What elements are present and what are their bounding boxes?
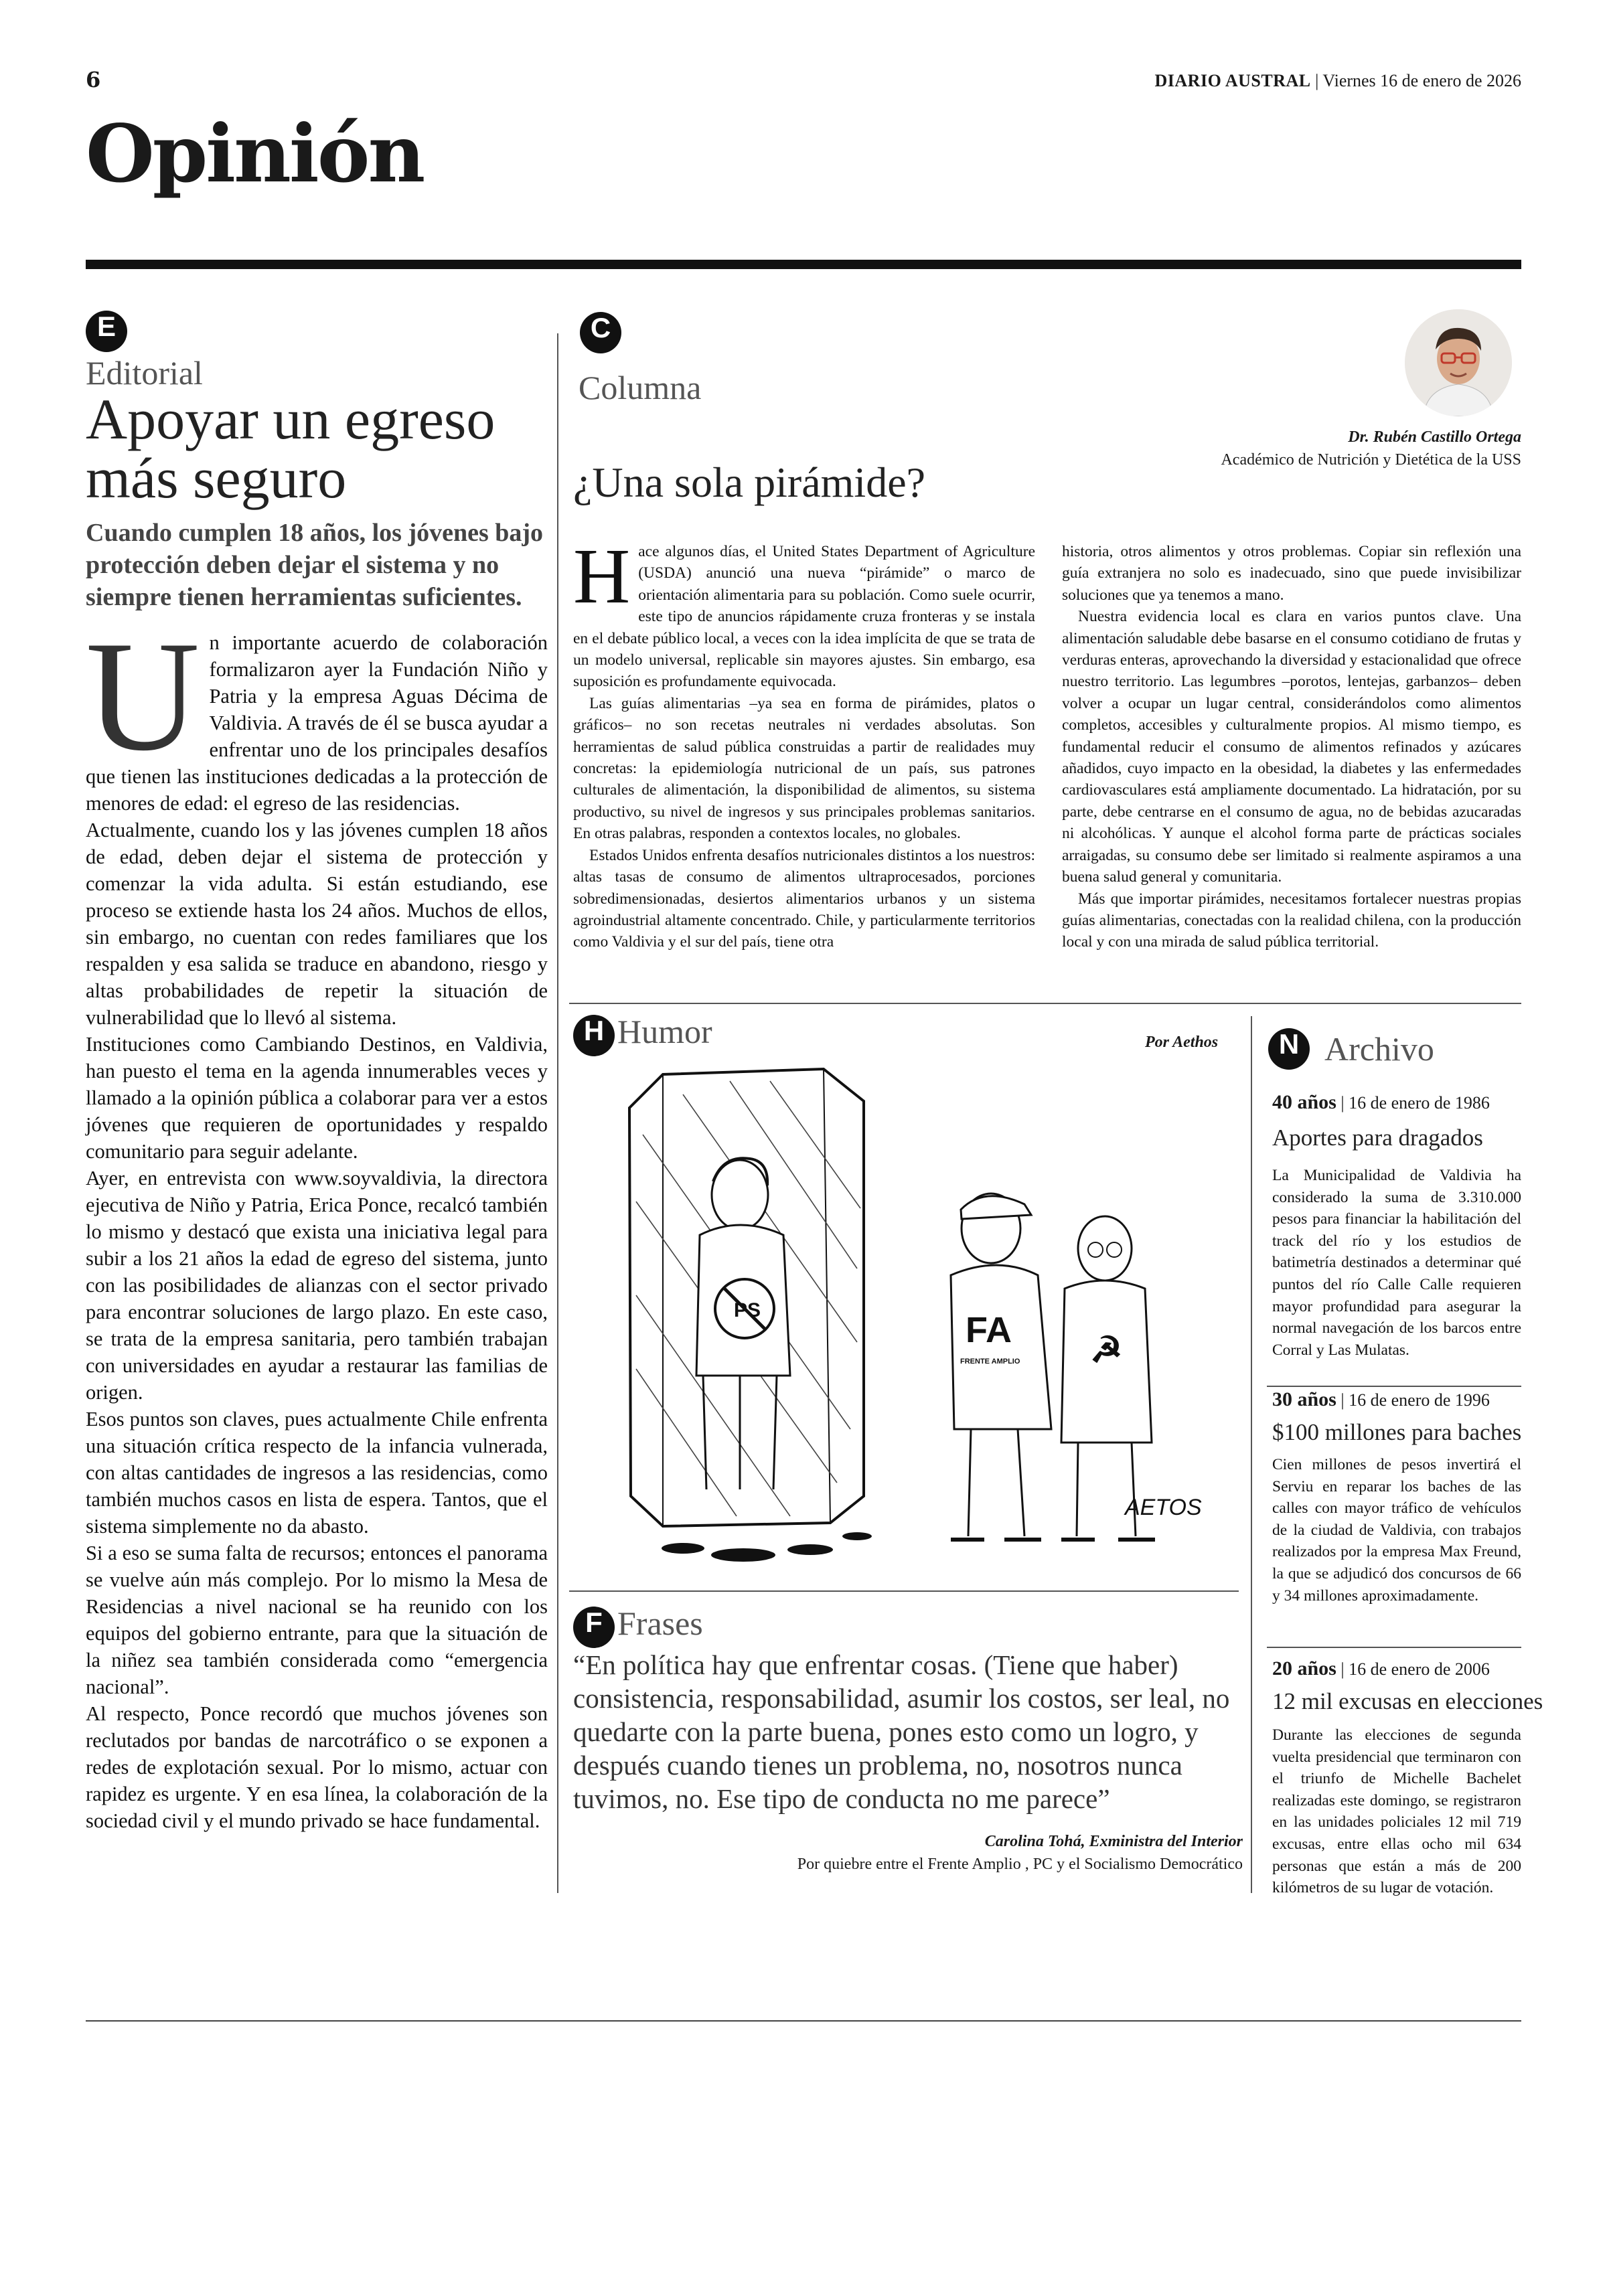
archive-years-ago: 30 años bbox=[1272, 1388, 1336, 1410]
headline-line: Apoyar un egreso bbox=[86, 387, 495, 451]
paragraph: Al respecto, Ponce recordó que muchos jóvenes son reclutados por bandas de narcotráfico o se exponen a redes de explotación sexual. Por lo mismo, actuar con rapidez es urgente. Y en esa línea, la colaboración de la sociedad civil y el mundo privado se hace fundamental. bbox=[86, 1702, 548, 1832]
editorial-body bbox=[86, 609, 548, 1834]
paragraph: Esos puntos son claves, pues actualmente Chile enfrenta una situación crítica respecto de la infancia vulnerada, con altas cantidades de ingresos a las residencias, como también muchos casos en lista de espera. Tantos, que el sistema simplemente no da abasto. bbox=[86, 1408, 548, 1538]
editorial-dropcap: U bbox=[86, 609, 200, 784]
page-number: 6 bbox=[86, 67, 101, 92]
archive-divider bbox=[1267, 1386, 1521, 1387]
paragraph: historia, otros alimentos y otros problemas. Copiar sin reflexión una guía extranjera no solo es inadecuado, sino que puede invisibilizar soluciones que ya tenemos a mano. bbox=[1062, 543, 1521, 604]
archive-title: Aportes para dragados bbox=[1272, 1125, 1483, 1151]
paragraph: Estados Unidos enfrenta desafíos nutricionales distintos a los nuestros: altas tasas de consumo de alimentos ultraprocesados, porciones sobredimensionadas, desiertos alimentarios urbanos y un sistema agroindustrial altamente concentrado. Chile, y particularmente territorios como Valdivia y el sur del país, tiene otra bbox=[573, 846, 1035, 951]
political-cartoon bbox=[569, 1054, 1239, 1590]
section-divider bbox=[569, 1003, 1521, 1004]
frases-badge: F bbox=[573, 1607, 615, 1648]
archive-year: 20 años | 16 de enero de 2006 bbox=[1272, 1657, 1490, 1679]
paragraph: Actualmente, cuando los y las jóvenes cumplen 18 años de edad, deben dejar el sistema de protección y comenzar la vida adulta. Si están estudiando, ese proceso se extiende hasta los 24 años. Muchos de ellos, sin embargo, no cuentan con redes familiares que los respalden y esa salida se traduce en abandono, riesgo y altas probabilidades de repetir la situación de vulnerabilidad que lo llevó al sistema. bbox=[86, 819, 548, 1029]
paragraph: Si a eso se suma falta de recursos; entonces el panorama se vuelve aún más complejo. Por lo mismo la Mesa de Residencias a nivel nacional se ha reunido con los equipos del gobierno entrante, para que la situación de la niñez sea también considerada como “emergencia nacional”. bbox=[86, 1542, 548, 1698]
column-badge: C bbox=[580, 312, 621, 353]
archive-body: Durante las elecciones de segunda vuelta presidencial que terminaron con el triunfo de Michelle Bachelet realizadas este domingo, se registraron en las unidades policiales 12 mil 719 excusas, entre ellas ocho mil 634 personas que están a más de 200 kilómetros de su lugar de votación. bbox=[1272, 1726, 1521, 1897]
archive-date: 16 de enero de 1986 bbox=[1349, 1093, 1490, 1113]
section-divider bbox=[569, 1590, 1239, 1592]
archivo-kicker: Archivo bbox=[1324, 1030, 1434, 1068]
section-title: Opinión bbox=[86, 107, 424, 200]
paragraph: ace algunos días, el United States Department of Agriculture (USDA) anunció una nueva “pirámide” o marco de orientación alimentaria para su población. Como suele ocurrir, este tipo de anuncios rápidamente cruza fronteras y se instala en el debate público local, a veces con la idea implícita de que se trata de un modelo universal, replicable sin mayores ajustes. Sin embargo, esa suposición es profundamente equivocada. bbox=[573, 543, 1035, 691]
editorial-subhead: Cuando cumplen 18 años, los jóvenes bajo protección deben dejar el sistema y no siempre tienen herramientas suficientes. bbox=[86, 519, 544, 611]
archivo-badge: N bbox=[1268, 1028, 1310, 1070]
humor-badge: H bbox=[573, 1015, 615, 1056]
paragraph: Nuestra evidencia local es clara en varios puntos clave. Una alimentación saludable debe basarse en el consumo cotidiano de frutas y verduras enteras, aprovechando la diversidad y estacionalidad que ofrece nuestro territorio. Las legumbres –porotos, lentejas, garbanzos– deben volver a ocupar un lugar central, considerándolos como alimentos completos, accesibles y culturalmente propios. Al mismo tiempo, es fundamental reducir el consumo de alimentos refinados y azúcares añadidos, cuyo impacto en la obesidad, la diabetes y las enfermedades cardiovasculares está ampliamente documentado. La hidratación, por su parte, debe centrarse en el consumo de agua, no de bebidas azucaradas ni alcohólicas. Y aunque el alcohol forma parte de prácticas sociales arraigadas, su consumo debe ser limitado si realmente aspiramos a una buena salud general y comunitaria. bbox=[1062, 608, 1521, 886]
column-divider bbox=[557, 333, 558, 1893]
paragraph: Más que importar pirámides, necesitamos fortalecer nuestras propias guías alimentarias, conectadas con la realidad chilena, con la producción local y con una mirada de salud pública territorial. bbox=[1062, 890, 1521, 951]
cartoon-fa-shirt: FRENTE AMPLIO bbox=[960, 1358, 1020, 1366]
editorial-badge: E bbox=[86, 311, 127, 352]
archive-years-ago: 40 años bbox=[1272, 1091, 1336, 1113]
footer-rule bbox=[86, 2020, 1521, 2022]
hammer-sickle-icon: ☭ bbox=[1090, 1330, 1123, 1370]
column-body-col2 bbox=[1062, 541, 1521, 953]
archive-body: Cien millones de pesos invertirá el Serviu en reparar los baches de las calles con mayor tráfico de vehículos de la ciudad de Valdivia, con trabajos realizados por la empresa Max Freund, la que se adjudicó dos concursos de 66 y 34 millones aproximadamente. bbox=[1272, 1456, 1521, 1605]
cartoon-signature: AETOS bbox=[1125, 1495, 1202, 1520]
headline-line: más seguro bbox=[86, 446, 347, 510]
frases-kicker: Frases bbox=[617, 1605, 703, 1642]
frases-attribution-context: Por quiebre entre el Frente Amplio , PC y el Socialismo Democrático bbox=[797, 1856, 1243, 1873]
archive-year: 30 años | 16 de enero de 1996 bbox=[1272, 1388, 1490, 1410]
editorial-headline bbox=[86, 387, 554, 510]
paragraph: n importante acuerdo de colaboración formalizaron ayer la Fundación Niño y Patria y la empresa Aguas Décima de Valdivia. A través de él se busca ayudar a enfrentar uno de los principales desafíos que tienen las instituciones dedicadas a la protección de menores de edad: el egreso de las residencias. bbox=[86, 631, 548, 815]
archive-body: La Municipalidad de Valdivia ha considerado la suma de 3.310.000 pesos para financiar la habilitación del track del río y los estudios de batimetría destinados a determinar qué puntos del río Calle Calle requieren mayor profundidad para asegurar la normal navegación de los barcos entre Corral y Las Mulatas. bbox=[1272, 1167, 1521, 1359]
archive-years-ago: 20 años bbox=[1272, 1657, 1336, 1679]
archive-date: 16 de enero de 1996 bbox=[1349, 1390, 1490, 1410]
humor-byline: Por Aethos bbox=[1145, 1034, 1219, 1051]
column-body-col1 bbox=[573, 532, 1035, 953]
author-photo bbox=[1405, 309, 1512, 416]
column-author-role: Académico de Nutrición y Dietética de la USS bbox=[1221, 451, 1521, 469]
archive-divider bbox=[1267, 1647, 1521, 1648]
publication-name: DIARIO AUSTRAL bbox=[1154, 71, 1311, 90]
header-rule bbox=[86, 260, 1521, 269]
column-divider bbox=[1251, 1016, 1252, 1893]
cartoon-fa-logo: FA bbox=[966, 1310, 1012, 1350]
cartoon-ps-logo: PS bbox=[734, 1299, 761, 1321]
archive-date: 16 de enero de 2006 bbox=[1349, 1659, 1490, 1679]
frases-quote: “En política hay que enfrentar cosas. (Tiene que haber) consistencia, responsabilidad, asumir los costos, ser leal, no quedarte con la parte buena, pones esto como un logro, y después cuando tienes un problema, no, nosotros nunca tuvimos, no. Ese tipo de conducta no me parece” bbox=[573, 1649, 1230, 1814]
frases-attribution-name: Carolina Tohá, Exministra del Interior bbox=[984, 1833, 1243, 1850]
archive-title: $100 millones para baches bbox=[1272, 1419, 1522, 1445]
column-kicker: Columna bbox=[579, 369, 702, 406]
issue-date: Viernes 16 de enero de 2026 bbox=[1322, 71, 1521, 90]
column-author: Dr. Rubén Castillo Ortega bbox=[1348, 428, 1521, 446]
masthead: DIARIO AUSTRAL | Viernes 16 de enero de 2026 bbox=[1154, 71, 1521, 90]
editorial-kicker: Editorial bbox=[86, 354, 203, 392]
column-headline: ¿Una sola pirámide? bbox=[573, 459, 925, 506]
paragraph: Ayer, en entrevista con www.soyvaldivia, la directora ejecutiva de Niño y Patria, Erica Ponce, recalcó también lo mismo y destacó que exista una iniciativa legal para subir a los 21 años la edad de egreso del sistema, junto con las posibilidades de alianzas con el sector privado para encontrar soluciones de largo plazo. En este caso, se trata de la empresa sanitaria, pero también trabajan con universidades en ayudar a restaurar las familias de origen. bbox=[86, 1167, 548, 1404]
humor-kicker: Humor bbox=[617, 1013, 712, 1050]
archive-title: 12 mil excusas en elecciones bbox=[1272, 1688, 1543, 1714]
paragraph: Instituciones como Cambiando Destinos, en Valdivia, han puesto el tema en la agenda innumerables veces y llamado a la opinión pública a colaborar para ver a estos jóvenes que requieren de oportunidades y respaldo comunitario para seguir adelante. bbox=[86, 1033, 548, 1163]
column-dropcap: H bbox=[573, 532, 631, 620]
paragraph: Las guías alimentarias –ya sea en forma de pirámides, platos o gráficos– no son recetas neutrales ni verdades absolutas. Son herramientas de salud pública construidas a partir de realidades muy concretas: la epidemiología nutricional de un país, sus patrones culturales de alimentación, la disponibilidad de alimentos, su sistema productivo, su nivel de ingresos y sus principales problemas sanitarios. En otras palabras, responden a contextos locales, no globales. bbox=[573, 694, 1035, 843]
archive-year: 40 años | 16 de enero de 1986 bbox=[1272, 1091, 1490, 1113]
